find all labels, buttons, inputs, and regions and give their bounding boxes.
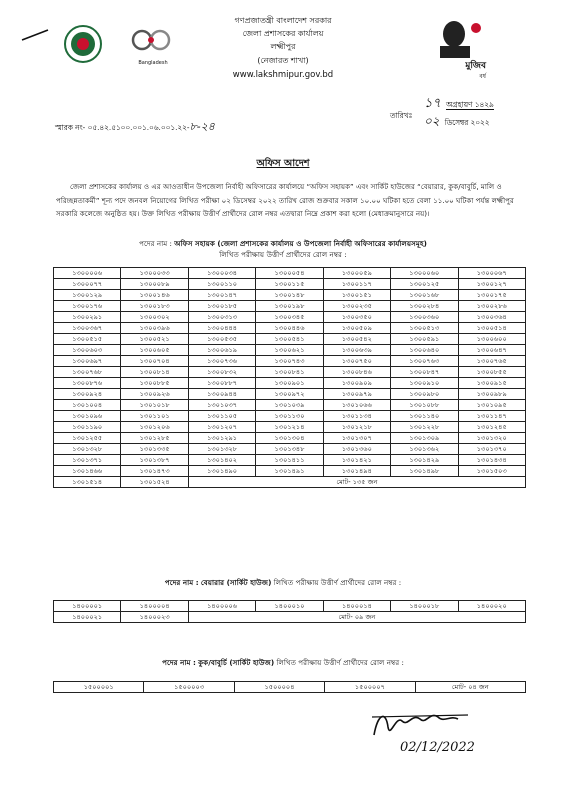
roll-number-cell: ১৩০০৮৭৬ (54, 378, 121, 389)
roll-number-cell: ১৩০০১৭৫ (458, 290, 525, 301)
roll-number-cell: ১৩০০৪৪৬ (256, 323, 323, 334)
roll-number-cell: ১৩০০১২৯ (54, 290, 121, 301)
roll-number-cell: ১৩০১০০৪ (54, 400, 121, 411)
roll-number-cell: ১৩০১০১৮ (121, 400, 188, 411)
roll-number-cell: ১৩০১৪২৯ (391, 455, 458, 466)
roll-number-cell: ১৩০০৬৯৭ (54, 356, 121, 367)
date-bangla: ১৭ অগ্রহায়ণ ১৪২৯ (424, 96, 494, 111)
roll-number-cell: ১৩০০৩৬০ (391, 312, 458, 323)
roll-number-cell: ১৩০০১২৫ (391, 279, 458, 290)
roll-number-cell: ১৩০০৭৪৩ (256, 356, 323, 367)
table-row (54, 378, 526, 389)
roll-number-cell: ১৩০০৭৩৬ (188, 356, 255, 367)
roll-number-cell: ১৩০০৮৩২ (188, 367, 255, 378)
table-row (54, 301, 526, 312)
section2-roll-table (53, 600, 526, 623)
roll-number-cell: ১৪০০০২১ (54, 612, 121, 623)
roll-number-cell: ১৩০১৩২৮ (54, 444, 121, 455)
mujib-sub: বর্ষ (479, 73, 486, 80)
roll-number-cell: ১৩০১৪০২ (188, 455, 255, 466)
roll-number-cell: ১৩০১১৩০ (256, 411, 323, 422)
date-label: তারিখঃ (390, 111, 413, 120)
section2-post-name: বেয়ারার (সার্কিট হাউজ) (200, 578, 272, 587)
roll-number-cell: ১৩০১৪৯৪ (323, 466, 390, 477)
roll-number-cell: ১৩০১০৩৭ (188, 400, 255, 411)
body-paragraph: জেলা প্রশাসকের কার্যালয় ও এর আওতাধীন উপজেলা নির্বাহী অফিসারের কার্যালয়ে “অফিস সহায়ক” এবং সার্কিট হাউজের “বেয়ারার, কুক/বাবুর্চি, মালি ও পরিচ্ছন্নতাকর্মী” শূন্য পদে জনবল নিয়োগের লিখিত পরীক্ষা ০২ ডিসেম্বর ২০২২ তারিখ রোজ শুক্রবার সকাল ১০.০০ ঘটিকা হতে বেলা ১১.০০ ঘটিকা পর্যন্ত লক্ষ্মীপুর সরকারি কলেজে অনুষ্ঠিত হয়। উক্ত লিখিত পরীক্ষায় উত্তীর্ণ প্রার্থীদের রোল নম্বর এতদ্বারা নিম্নে প্রকাশ করা হলো (মেধাক্রমানুসারে নয়)। (56, 182, 514, 218)
table-row (54, 400, 526, 411)
roll-number-cell: ১৩০১১৯০ (54, 422, 121, 433)
roll-number-cell: ১৩০০৬০৫ (121, 345, 188, 356)
roll-number-cell: ১৩০১৩৪৮ (256, 444, 323, 455)
roll-number-cell: ১৩০০৩৯৬ (121, 323, 188, 334)
roll-number-cell: ১৩০০২৯১ (54, 312, 121, 323)
roll-number-cell: ১৩০০৮৮৫ (121, 378, 188, 389)
table-row (54, 422, 526, 433)
roll-number-cell: ১৩০১৩২৮ (188, 444, 255, 455)
logo-caption: Bangladesh (138, 60, 168, 66)
roll-number-cell: ১৩০০৬২১ (256, 345, 323, 356)
roll-number-cell: ১৩০১৩৭০ (458, 444, 525, 455)
roll-number-cell: ১৩০১৩৮৭ (121, 455, 188, 466)
table-row (54, 466, 526, 477)
roll-number-cell: ১৩০১৪৯০ (188, 466, 255, 477)
roll-number-cell: ১৩০১৩৩৫ (121, 444, 188, 455)
roll-number-cell: ১৩০০১১০ (188, 279, 255, 290)
roll-number-cell: ১৩০০১৪৬ (121, 290, 188, 301)
roll-number-cell: ১৫০০০০৪ (234, 682, 324, 693)
roll-number-cell: ১৩০১২৮৫ (121, 433, 188, 444)
table-row-total (54, 682, 526, 693)
roll-number-cell: ১৩০০১১৭ (323, 279, 390, 290)
roll-number-cell: ১৪০০০০১ (54, 601, 121, 612)
signature-date: 02/12/2022 (400, 740, 475, 755)
roll-number-cell: ১৩০১৩২০ (458, 433, 525, 444)
header-branch: (নেজারত শাখা) (257, 56, 309, 65)
roll-number-cell: ১৩০০১৮৩ (121, 301, 188, 312)
roll-number-cell: ১৩০০১৬৮ (391, 290, 458, 301)
section1-post: পদের নাম : অফিস সহায়ক (জেলা প্রশাসকের কার্যালয় ও উপজেলা নির্বাহী অফিসারের কার্যালয়সমূহ) (139, 239, 427, 248)
table-row (54, 290, 526, 301)
roll-number-cell: ১৩০১০৩৯ (256, 400, 323, 411)
roll-number-cell: ১৩০১৪৭৩ (121, 466, 188, 477)
section2-subtitle: লিখিত পরীক্ষায় উত্তীর্ণ প্রার্থীদের রোল নম্বর : (273, 578, 402, 587)
table-row (54, 345, 526, 356)
roll-number-cell: ১৩০০৫১৪ (458, 323, 525, 334)
roll-number-cell: ১৪০০০১০ (256, 601, 323, 612)
roll-number-cell: ১৩০০৬৪৭ (458, 345, 525, 356)
table-row (54, 367, 526, 378)
roll-number-cell: ১৩০০২৩৫ (323, 301, 390, 312)
roll-number-cell: ১৩০০৬১৯ (188, 345, 255, 356)
roll-number-cell: ১৪০০০২৩ (121, 612, 188, 623)
table-row (54, 334, 526, 345)
table-row (54, 411, 526, 422)
roll-number-cell: ১৫০০০০৭ (325, 682, 415, 693)
roll-number-cell: ১৫০০০০১ (54, 682, 144, 693)
roll-number-cell: ১৩০০০৫৯ (323, 268, 390, 279)
roll-number-cell: ১৩০০৭০৪ (121, 356, 188, 367)
roll-number-cell: ১৩০০১২৭ (458, 279, 525, 290)
roll-number-cell: ১৩০১৩০৯ (391, 433, 458, 444)
roll-number-cell: ১৩০০৫২১ (121, 334, 188, 345)
roll-number-cell: ১৩০০০৩৩ (121, 268, 188, 279)
roll-number-cell: ১৪০০০০৪ (121, 601, 188, 612)
table-row (54, 444, 526, 455)
header-office: জেলা প্রশাসকের কার্যালয় (242, 29, 324, 38)
roll-number-cell: ১৩০০৯২৬ (121, 389, 188, 400)
roll-number-cell: ১৩০০৯০১ (256, 378, 323, 389)
roll-number-cell: ১৩০০৫১৩ (391, 323, 458, 334)
section3-subtitle: লিখিত পরীক্ষায় উত্তীর্ণ প্রার্থীদের রোল নম্বর : (276, 658, 404, 667)
roll-number-cell: ১৩০১৪৩৪ (458, 455, 525, 466)
roll-number-cell: ১৩০০৩৬৪ (458, 312, 525, 323)
roll-number-cell: ১৩০১১৪০ (391, 411, 458, 422)
roll-number-cell: ১৩০০০৭৭ (54, 279, 121, 290)
roll-number-cell: ১৩০১২৪৫ (458, 422, 525, 433)
roll-number-cell: ১৩০১৩০৭ (323, 433, 390, 444)
roll-number-cell: ১৩০০০৩৪ (188, 268, 255, 279)
roll-number-cell: ১৩০০৭৬৫ (458, 356, 525, 367)
roll-number-cell: ১৪০০০০৬ (188, 601, 255, 612)
roll-number-cell: ১৩০০০৮৯ (121, 279, 188, 290)
roll-number-cell: ১৩০১২৫৫ (54, 433, 121, 444)
roll-number-cell: ১৩০১৫০৩ (458, 466, 525, 477)
roll-number-cell: ১৩০০১১৫ (256, 279, 323, 290)
table-row (54, 312, 526, 323)
table-row (54, 389, 526, 400)
roll-number-cell: ১৩০০৫৪২ (323, 334, 390, 345)
roll-number-cell: ১৩০০৫৪১ (256, 334, 323, 345)
section2-post: পদের নাম : বেয়ারার (সার্কিট হাউজ) লিখিত পরীক্ষায় উত্তীর্ণ প্রার্থীদের রোল নম্বর : (164, 578, 402, 587)
table-row (54, 268, 526, 279)
roll-number-cell: ১৩০০৯৮০ (391, 389, 458, 400)
roll-number-cell: ১৩০১২১৪ (256, 422, 323, 433)
section1-subtitle: লিখিত পরীক্ষায় উত্তীর্ণ প্রার্থীদের রোল নম্বর : (219, 250, 347, 259)
roll-number-cell: ১৩০০৩১৩ (188, 312, 255, 323)
roll-number-cell: ১৩০০৫০৯ (323, 323, 390, 334)
roll-number-cell: ১৩০০৮৪৭ (391, 367, 458, 378)
memo-number: স্মারক নং- ০৫.৪২.৫১০০.০০১.০৬.০০১.২২-৮-২৪ (55, 120, 215, 133)
roll-number-cell: ১৩০০০৫৪ (256, 268, 323, 279)
total-count-cell: মোট- ০৪ জন (415, 682, 525, 693)
section1-roll-table (53, 267, 526, 488)
roll-number-cell: ১৩০০৯০৯ (323, 378, 390, 389)
page-title: অফিস আদেশ (256, 158, 310, 169)
signature-mark (368, 705, 488, 745)
roll-number-cell: ১৩০০৩০২ (121, 312, 188, 323)
roll-number-cell: ১৩০১১০৫ (188, 411, 255, 422)
roll-number-cell: ১৩০১১৩৪ (323, 411, 390, 422)
date-english: ০২ ডিসেম্বর ২০২২ (424, 114, 490, 128)
roll-number-cell: ১৩০০২৮৪ (391, 301, 458, 312)
roll-number-cell: ১৩০১২১৮ (323, 422, 390, 433)
roll-number-cell: ১৩০০৫৩৫ (188, 334, 255, 345)
roll-number-cell: ১৩০০৮৫৫ (458, 367, 525, 378)
portrait-icon (432, 18, 490, 58)
total-count-cell: মোট- ০৯ জন (188, 612, 525, 623)
total-count-cell: মোট- ১৩৫ জন (188, 477, 525, 488)
roll-number-cell: ১৩০০৯৭২ (256, 389, 323, 400)
roll-number-cell: ১৩০০১৫১ (323, 290, 390, 301)
roll-number-cell: ১৩০০৯৪৪ (188, 389, 255, 400)
roll-number-cell: ১৩০১০৬৬ (323, 400, 390, 411)
roll-number-cell: ১৩০০৯১০ (391, 378, 458, 389)
table-row (54, 601, 526, 612)
memo-handwritten-suffix: ৮-২৪ (189, 120, 215, 133)
roll-number-cell: ১৩০০৭৬৮ (54, 367, 121, 378)
mujib-borsho-logo (432, 18, 490, 80)
header-website: www.lakshmipur.gov.bd (232, 70, 334, 80)
section3-roll-table (53, 681, 526, 693)
roll-number-cell: ১৩০০১৯৮ (256, 301, 323, 312)
roll-number-cell: ১৩০১৪২১ (323, 455, 390, 466)
section3-post-name: কুক/বাবুর্চি (সার্কিট হাউজ) (198, 658, 275, 667)
roll-number-cell: ১৩০১৪৬৬ (54, 466, 121, 477)
roll-number-cell: ১৩০০৬৪০ (391, 345, 458, 356)
roll-number-cell: ১৩০০২৮৬ (458, 301, 525, 312)
roll-number-cell: ১৩০১৪১১ (256, 455, 323, 466)
roll-number-cell: ১৩০১৪৯১ (256, 466, 323, 477)
table-row-total (54, 612, 526, 623)
roll-number-cell: ১৩০১০৯৬ (54, 411, 121, 422)
roll-number-cell: ১৩০১২২৮ (391, 422, 458, 433)
table-row (54, 356, 526, 367)
header-district: লক্ষ্মীপুর (270, 42, 296, 51)
table-row (54, 433, 526, 444)
section3-post: পদের নাম : কুক/বাবুর্চি (সার্কিট হাউজ) লিখিত পরীক্ষায় উত্তীর্ণ প্রার্থীদের রোল নম্বর : (162, 658, 404, 667)
roll-number-cell: ১৪০০০১৮ (391, 601, 458, 612)
roll-number-cell: ১৩০০৫৯১ (391, 334, 458, 345)
roll-number-cell: ১৪০০০১৪ (323, 601, 390, 612)
roll-number-cell: ১৩০১২০৬ (121, 422, 188, 433)
roll-number-cell: ১৩০১৩৬০ (323, 444, 390, 455)
header-gov: গণপ্রজাতন্ত্রী বাংলাদেশ সরকার (234, 16, 332, 25)
roll-number-cell: ১৩০০৩৫০ (323, 312, 390, 323)
table-row (54, 323, 526, 334)
table-row-total (54, 477, 526, 488)
roll-number-cell: ১৩০০১৭৬ (54, 301, 121, 312)
roll-number-cell: ১৩০১২০৭ (188, 422, 255, 433)
roll-number-cell: ১৩০০০৬৭ (458, 268, 525, 279)
roll-number-cell: ১৩০০৯৮৯ (458, 389, 525, 400)
roll-number-cell: ১৩০০৯১৫ (458, 378, 525, 389)
roll-number-cell: ১৩০০৩৬৭ (54, 323, 121, 334)
mujib-text: মুজিব (465, 61, 486, 71)
roll-number-cell: ১৩০০৬৩৯ (323, 345, 390, 356)
roll-number-cell: ১৪০০০২০ (458, 601, 525, 612)
table-row (54, 455, 526, 466)
roll-number-cell: ১৩০১২৯১ (188, 433, 255, 444)
roll-number-cell: ১৩০০০৬০ (391, 268, 458, 279)
roll-number-cell: ১৩০০৬০০ (458, 334, 525, 345)
roll-number-cell: ১৩০১০৯৫ (458, 400, 525, 411)
roll-number-cell: ১৩০০৯২৪ (54, 389, 121, 400)
roll-number-cell: ১৩০০৭৬৩ (391, 356, 458, 367)
roll-number-cell: ১৩০১০৮৮ (391, 400, 458, 411)
roll-number-cell: ১৩০০৮১৪ (121, 367, 188, 378)
table-row (54, 279, 526, 290)
roll-number-cell: ১৩০১৫২৪ (121, 477, 188, 488)
roll-number-cell: ১৩০০৩৪৫ (256, 312, 323, 323)
roll-number-cell: ১৩০০৭৫০ (323, 356, 390, 367)
roll-number-cell: ১৩০০০০৬ (54, 268, 121, 279)
roll-number-cell: ১৩০০৬০৩ (54, 345, 121, 356)
roll-number-cell: ১৩০১১০১ (121, 411, 188, 422)
roll-number-cell: ১৫০০০০৩ (144, 682, 234, 693)
roll-number-cell: ১৩০০১৪৭ (188, 290, 255, 301)
roll-number-cell: ১৩০০৪৪৪ (188, 323, 255, 334)
roll-number-cell: ১৩০১৩০৪ (256, 433, 323, 444)
roll-number-cell: ১৩০০১৮৫ (188, 301, 255, 312)
roll-number-cell: ১৩০০৮৪৬ (323, 367, 390, 378)
roll-number-cell: ১৩০০৫১৫ (54, 334, 121, 345)
roll-number-cell: ১৩০০১৪৮ (256, 290, 323, 301)
roll-number-cell: ১৩০১৩৭১ (54, 455, 121, 466)
roll-number-cell: ১৩০১৩৬২ (391, 444, 458, 455)
roll-number-cell: ১৩০০৮৪১ (256, 367, 323, 378)
roll-number-cell: ১৩০০৮৮৭ (188, 378, 255, 389)
roll-number-cell: ১৩০১৫১৪ (54, 477, 121, 488)
roll-number-cell: ১৩০০৯৭৯ (323, 389, 390, 400)
roll-number-cell: ১৩০১১৪৭ (458, 411, 525, 422)
roll-number-cell: ১৩০১৪৯৮ (391, 466, 458, 477)
section1-post-name: অফিস সহায়ক (জেলা প্রশাসকের কার্যালয় ও উপজেলা নির্বাহী অফিসারের কার্যালয়সমূহ) (174, 239, 427, 248)
